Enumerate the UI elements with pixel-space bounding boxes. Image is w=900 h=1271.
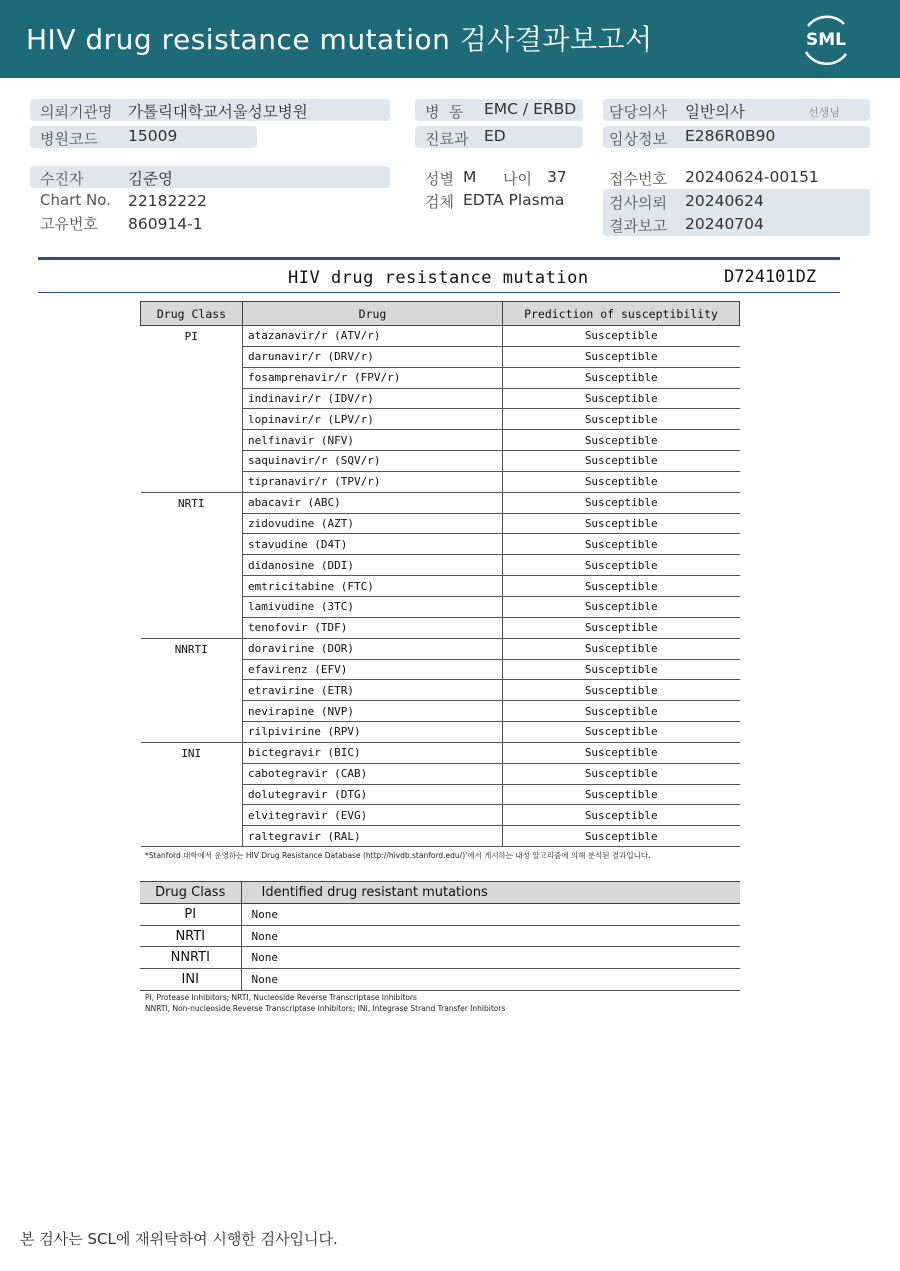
- drug-class-cell: INI: [140, 969, 241, 991]
- department-value: ED: [484, 127, 506, 145]
- chart-value: 22182222: [128, 192, 207, 210]
- prediction-cell: Susceptible: [503, 722, 740, 743]
- drug-cell: rilpivirine (RPV): [243, 722, 503, 743]
- drug-cell: cabotegravir (CAB): [243, 763, 503, 784]
- title-rule-top: [38, 257, 840, 260]
- receipt-label: 접수번호: [609, 170, 667, 188]
- susceptibility-table-body: [141, 326, 740, 847]
- prediction-cell: Susceptible: [503, 763, 740, 784]
- mutation-cell: None: [241, 904, 740, 926]
- request-label: 검사의뢰: [609, 194, 667, 212]
- prediction-cell: Susceptible: [503, 346, 740, 367]
- mutation-table-body: [140, 904, 740, 991]
- mutation-cell: None: [241, 969, 740, 991]
- drug-cell: zidovudine (AZT): [243, 513, 503, 534]
- prediction-cell: Susceptible: [503, 367, 740, 388]
- svg-text:SML: SML: [806, 30, 846, 50]
- prediction-cell: Susceptible: [503, 534, 740, 555]
- doctor-suffix: 선생님: [808, 106, 840, 119]
- prediction-cell: Susceptible: [503, 617, 740, 638]
- prediction-cell: Susceptible: [503, 576, 740, 597]
- drug-cell: dolutegravir (DTG): [243, 784, 503, 805]
- drug-cell: stavudine (D4T): [243, 534, 503, 555]
- report-date-label: 결과보고: [609, 217, 667, 235]
- patient-label: 수진자: [40, 170, 84, 188]
- drug-cell: tipranavir/r (TPV/r): [243, 471, 503, 492]
- patient-value: 김준영: [128, 170, 173, 188]
- drug-cell: saquinavir/r (SQV/r): [243, 451, 503, 472]
- drug-cell: emtricitabine (FTC): [243, 576, 503, 597]
- mutation-table: [140, 881, 740, 991]
- institution-value: 가톨릭대학교서울성모병원: [128, 103, 308, 121]
- prediction-cell: Susceptible: [503, 388, 740, 409]
- unique-value: 860914-1: [128, 215, 203, 233]
- title-rule-bottom: [38, 292, 840, 293]
- ward-value: EMC / ERBD: [484, 100, 577, 118]
- prediction-cell: Susceptible: [503, 638, 740, 659]
- prediction-cell: Susceptible: [503, 513, 740, 534]
- table-header-row: [141, 302, 740, 326]
- prediction-cell: Susceptible: [503, 430, 740, 451]
- page-title: HIV drug resistance mutation 검사결과보고서: [26, 23, 653, 56]
- drug-class-cell: NRTI: [141, 492, 243, 638]
- drug-cell: atazanavir/r (ATV/r): [243, 326, 503, 347]
- report-header: [0, 0, 900, 78]
- drug-cell: etravirine (ETR): [243, 680, 503, 701]
- doctor-label: 담당의사: [609, 103, 667, 121]
- prediction-cell: Susceptible: [503, 471, 740, 492]
- prediction-cell: Susceptible: [503, 742, 740, 763]
- table-row: [140, 947, 740, 969]
- drug-class-cell: NNRTI: [141, 638, 243, 742]
- prediction-cell: Susceptible: [503, 784, 740, 805]
- prediction-cell: Susceptible: [503, 659, 740, 680]
- table-row: [141, 326, 740, 347]
- table-row: [141, 492, 740, 513]
- drug-class-cell: INI: [141, 742, 243, 846]
- mutation-cell: None: [241, 947, 740, 969]
- drug-class-cell: PI: [140, 904, 241, 926]
- footer-note: 본 검사는 SCL에 재위탁하여 시행한 검사입니다.: [20, 1230, 338, 1248]
- table-row: [140, 969, 740, 991]
- col-header-drug-class: Drug Class: [141, 302, 243, 326]
- drug-cell: indinavir/r (IDV/r): [243, 388, 503, 409]
- col-header-mutations: Identified drug resistant mutations: [241, 882, 740, 904]
- sml-logo-icon: [798, 12, 854, 66]
- table-row: [140, 904, 740, 926]
- drug-cell: abacavir (ABC): [243, 492, 503, 513]
- drug-cell: didanosine (DDI): [243, 555, 503, 576]
- report-title: HIV drug resistance mutation: [288, 268, 589, 288]
- prediction-cell: Susceptible: [503, 596, 740, 617]
- drug-cell: fosamprenavir/r (FPV/r): [243, 367, 503, 388]
- table-row: [141, 742, 740, 763]
- drug-class-cell: NRTI: [140, 925, 241, 947]
- institution-label: 의뢰기관명: [40, 103, 113, 121]
- col-header-drug-class: Drug Class: [140, 882, 241, 904]
- drug-class-cell: PI: [141, 326, 243, 493]
- drug-class-cell: NNRTI: [140, 947, 241, 969]
- drug-cell: doravirine (DOR): [243, 638, 503, 659]
- prediction-cell: Susceptible: [503, 451, 740, 472]
- prediction-cell: Susceptible: [503, 701, 740, 722]
- abbreviation-note-line2: NNRTI, Non-nucleoside Reverse Transcriptase Inhibitors; INI, Integrase Strand Transfer Inhibitors: [145, 1004, 506, 1013]
- mutation-cell: None: [241, 925, 740, 947]
- prediction-cell: Susceptible: [503, 326, 740, 347]
- report-date-value: 20240704: [685, 215, 764, 233]
- col-header-drug: Drug: [243, 302, 503, 326]
- unique-label: 고유번호: [40, 215, 98, 233]
- hospital-code-value: 15009: [128, 127, 178, 145]
- report-code: D724101DZ: [724, 267, 817, 287]
- patient-pill: [30, 166, 390, 188]
- prediction-cell: Susceptible: [503, 492, 740, 513]
- stanford-note: *Stanford 대학에서 운영하는 HIV Drug Resistance Database (http://hivdb.stanford.edu/)'에서 게시하는 내성 알고리즘에 의해 분석된 결과입니다.: [145, 851, 651, 860]
- clinical-label: 임상정보: [609, 130, 667, 148]
- table-header-row: [140, 882, 740, 904]
- drug-cell: nevirapine (NVP): [243, 701, 503, 722]
- age-label: 나이: [503, 170, 532, 188]
- abbreviation-note-line1: PI, Protease Inhibitors; NRTI, Nucleoside Reverse Transcriptase Inhibitors: [145, 993, 417, 1002]
- abbreviation-note: [145, 992, 505, 1014]
- drug-cell: lamivudine (3TC): [243, 596, 503, 617]
- prediction-cell: Susceptible: [503, 826, 740, 847]
- department-label: 진료과: [425, 130, 469, 148]
- doctor-value: 일반의사: [685, 103, 745, 121]
- drug-cell: elvitegravir (EVG): [243, 805, 503, 826]
- drug-cell: lopinavir/r (LPV/r): [243, 409, 503, 430]
- prediction-cell: Susceptible: [503, 555, 740, 576]
- col-header-prediction: Prediction of susceptibility: [503, 302, 740, 326]
- specimen-value: EDTA Plasma: [463, 191, 565, 209]
- drug-cell: bictegravir (BIC): [243, 742, 503, 763]
- sex-label: 성별: [425, 170, 454, 188]
- susceptibility-table: [140, 301, 740, 847]
- prediction-cell: Susceptible: [503, 409, 740, 430]
- table-row: [141, 638, 740, 659]
- specimen-label: 검체: [425, 193, 454, 211]
- drug-cell: raltegravir (RAL): [243, 826, 503, 847]
- ward-label: 병 동: [425, 103, 464, 121]
- drug-cell: nelfinavir (NFV): [243, 430, 503, 451]
- drug-cell: darunavir/r (DRV/r): [243, 346, 503, 367]
- drug-cell: efavirenz (EFV): [243, 659, 503, 680]
- sex-value: M: [463, 168, 477, 186]
- prediction-cell: Susceptible: [503, 805, 740, 826]
- clinical-value: E286R0B90: [685, 127, 776, 145]
- request-value: 20240624: [685, 192, 764, 210]
- prediction-cell: Susceptible: [503, 680, 740, 701]
- chart-label: Chart No.: [40, 191, 111, 209]
- drug-cell: tenofovir (TDF): [243, 617, 503, 638]
- receipt-value: 20240624-00151: [685, 168, 819, 186]
- age-value: 37: [547, 168, 567, 186]
- table-row: [140, 925, 740, 947]
- hospital-code-label: 병원코드: [40, 130, 98, 148]
